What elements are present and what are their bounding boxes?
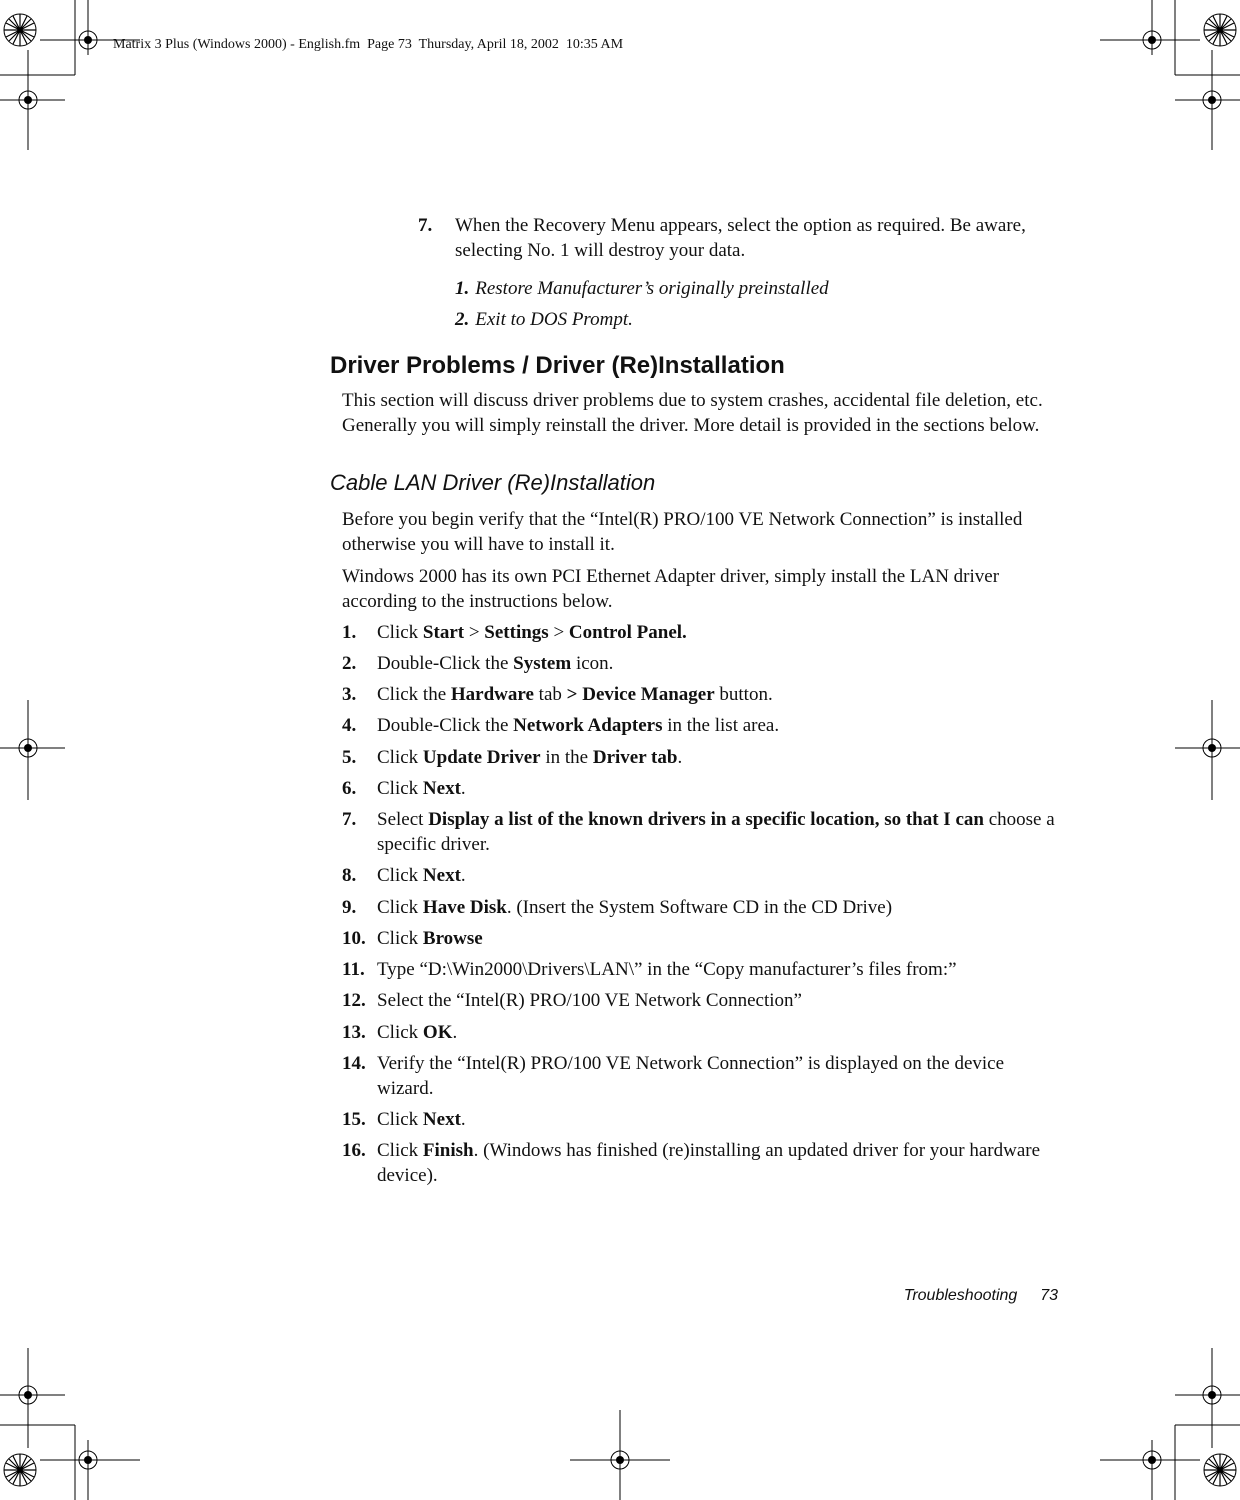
list-item [342,651,1062,676]
list-item [342,988,1062,1013]
step-number: 12. [342,990,366,1011]
subsection-heading: Cable LAN Driver (Re)Installation [330,470,656,495]
print-header: Matrix 3 Plus (Windows 2000) - English.fm Page 73 Thursday, April 18, 2002 10:35 AM [113,37,624,52]
step-text: Select Display a list of the known drivers in a specific location, so that I can choose a specific driver. [377,809,1055,855]
step-text: Click OK. [377,1022,458,1043]
list-item [342,895,1062,920]
step-number: 6. [342,778,357,799]
step-text: Click Update Driver in the Driver tab. [377,747,683,768]
step-text: Double-Click the Network Adapters in the list area. [377,715,780,736]
intro-paragraph: Windows 2000 has its own PCI Ethernet Adapter driver, simply install the LAN driver according to the instructions below. [342,566,1000,612]
step-number: 8. [342,865,357,886]
intro-paragraph: Before you begin verify that the “Intel(R) PRO/100 VE Network Connection” is installed otherwise you will have to install it. [342,509,1023,555]
list-item [342,776,1062,801]
section-intro: This section will discuss driver problems due to system crashes, accidental file deletion, etc. Generally you will simply reinstall the driver. More detail is provided in the sections below. [342,390,1043,436]
step-text: Click Finish. (Windows has finished (re)installing an updated driver for your hardware device). [377,1140,1041,1186]
recovery-step [418,213,1058,263]
page-number: 73 [1040,1287,1058,1304]
step-number: 3. [342,684,357,705]
list-item [342,682,1062,707]
list-item [342,1020,1062,1045]
step-text: Select the “Intel(R) PRO/100 VE Network Connection” [377,990,802,1011]
list-item [342,807,1062,857]
step-number: 13. [342,1022,366,1043]
step-text: Click Next. [377,1109,466,1130]
list-item [342,1051,1062,1101]
step-text: Click Have Disk. (Insert the System Software CD in the CD Drive) [377,897,893,918]
page-footer [904,1287,1058,1305]
step-text: Click Next. [377,865,466,886]
step-number: 7. [418,215,433,236]
section-heading: Driver Problems / Driver (Re)Installation [330,352,785,379]
list-item [342,1107,1062,1132]
step-number: 9. [342,897,357,918]
step-text: Click Next. [377,778,466,799]
list-item [342,620,1062,645]
step-text: Click the Hardware tab > Device Manager button. [377,684,773,705]
recovery-option: 2. Exit to DOS Prompt. [455,309,633,330]
step-number: 1. [342,622,357,643]
step-number: 16. [342,1140,366,1161]
list-item [342,926,1062,951]
list-item [342,745,1062,770]
step-number: 14. [342,1053,366,1074]
step-text: Type “D:\Win2000\Drivers\LAN\” in the “Copy manufacturer’s files from:” [377,959,957,980]
step-number: 2. [342,653,357,674]
step-number: 15. [342,1109,366,1130]
recovery-option: 1. Restore Manufacturer’s originally preinstalled [455,278,829,299]
step-text: When the Recovery Menu appears, select the option as required. Be aware, selecting No. 1 will destroy your data. [455,215,1026,261]
step-number: 5. [342,747,357,768]
step-text: Click Browse [377,928,483,949]
step-number: 7. [342,809,357,830]
footer-section: Troubleshooting [903,1287,1018,1304]
list-item [342,957,1062,982]
list-item [342,713,1062,738]
step-text: Double-Click the System icon. [377,653,614,674]
step-text: Click Start > Settings > Control Panel. [377,622,687,643]
step-number: 4. [342,715,357,736]
step-number: 10. [342,928,366,949]
step-number: 11. [342,959,365,980]
list-item [342,1138,1062,1188]
list-item [342,863,1062,888]
step-text: Verify the “Intel(R) PRO/100 VE Network Connection” is displayed on the device wizard. [377,1053,1005,1099]
